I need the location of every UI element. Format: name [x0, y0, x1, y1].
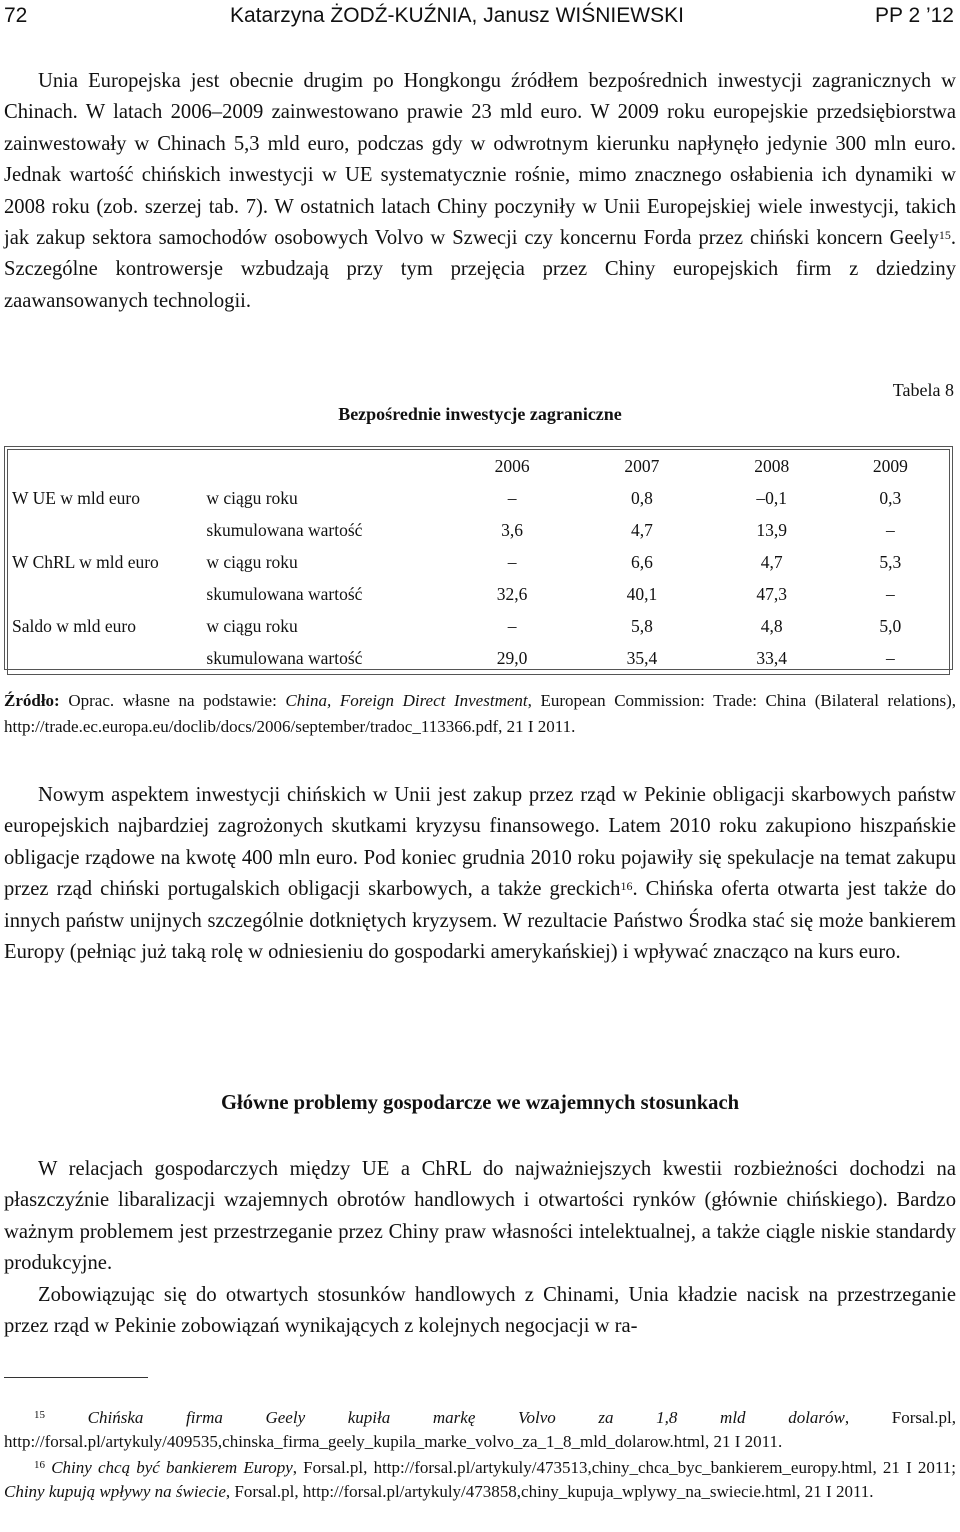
table-cell: 4,8	[760, 615, 783, 636]
row-type: w ciągu roku	[206, 551, 298, 572]
table-cell: 4,7	[630, 519, 653, 540]
table-cell: 5,8	[630, 615, 653, 636]
source-link[interactable]: , European Commission: Trade: China (Bilateral relations), http://trade.ec.europa.eu/doclib/docs/2006/september/tradoc_113366.pdf, 21 I 2011.	[4, 691, 956, 736]
table-row	[8, 610, 950, 642]
paragraph-problems: W relacjach gospodarczych między UE a ChRL do najważniejszych kwestii rozbieżności dochodzi na płaszczyźnie libaralizacji wzajemnych obrotów handlowych i otwartości rynków (głównie chińskiego). Bardzo ważnym problemem jest przestrzeganie przez Chiny praw własności intelektualnej, a także ciągle niskie standardy produkcyjne.	[4, 1158, 956, 1275]
row-group: Saldo w mld euro	[12, 615, 136, 636]
footnote-link[interactable]: , Forsal.pl, http://forsal.pl/artykuly/473858,chiny_kupuja_wplywy_na_swiecie.html, 21 I 2011.	[225, 1482, 874, 1501]
table-cell: 32,6	[496, 583, 528, 604]
table-row	[8, 642, 950, 675]
table-row	[8, 482, 950, 514]
table-cell: 5,0	[879, 615, 902, 636]
table-cell: 5,3	[879, 551, 902, 572]
table-cell: 3,6	[501, 519, 524, 540]
year-header: 2007	[624, 455, 660, 476]
paragraph-bonds: Nowym aspektem inwestycji chińskich w Unii jest zakup przez rząd w Pekinie obligacji skarbowych państw europejskich najbardziej zagrożonych skutkami kryzysu finansowego. Latem 2010 roku zakupiono hiszpańskie obligacje rządowe na kwotę 400 mln euro. Pod koniec grudnia 2010 roku pojawiły się spekulacje na temat zakupu przez rząd chiński portugalskich obligacji skarbowych, a także greckich$^{16}$. Chińska oferta otwarta jest także do innych państw unijnych szczególnie dotkniętych kryzysem. W rezultacie Państwo Środka stać się może bankierem Europy (pełniąc już taką rolę w odniesieniu do gospodarki amerykańskiej) i wpływać znacząco na kurs euro.	[4, 784, 956, 964]
table-cell: –	[885, 519, 895, 540]
table-cell: 47,3	[756, 583, 788, 604]
table-cell: –	[507, 615, 517, 636]
year-header: 2006	[494, 455, 530, 476]
row-type: skumulowana wartość	[206, 583, 363, 604]
table-cell: 6,6	[630, 551, 653, 572]
footnote-separator	[4, 1377, 148, 1378]
fdi-table	[4, 446, 953, 670]
table-cell: 33,4	[756, 647, 788, 668]
table-cell: 0,3	[879, 487, 902, 508]
row-type: w ciągu roku	[206, 487, 298, 508]
footnote-ref-15[interactable]: 15	[938, 228, 951, 243]
table-title: Bezpośrednie inwestycje zagraniczne	[338, 404, 622, 424]
table-cell: 0,8	[630, 487, 653, 508]
footnote-link[interactable]: , Forsal.pl, http://forsal.pl/artykuly/409535,chinska_firma_geely_kupila_marke_volvo_za_1_8_mld_dolarow.html, 21 I 2011.	[4, 1408, 956, 1451]
table-cell: –	[507, 487, 517, 508]
table-row	[8, 514, 950, 546]
row-group	[8, 514, 203, 546]
row-group: W ChRL w mld euro	[12, 551, 159, 572]
table-cell: 40,1	[626, 583, 658, 604]
table-cell: 29,0	[496, 647, 528, 668]
table-cell: –	[885, 583, 895, 604]
header-authors: Katarzyna ŻODŹ-KUŹNIA, Janusz WIŚNIEWSKI	[230, 4, 684, 27]
row-group	[8, 578, 203, 610]
table-row	[8, 546, 950, 578]
header-journal: PP 2 ’12	[874, 4, 954, 27]
table-row	[8, 578, 950, 610]
running-header	[0, 0, 960, 34]
table-header-row	[8, 450, 950, 483]
table-cell: –	[885, 647, 895, 668]
table-source: Źródło: Oprac. własne na podstawie: China, Foreign Direct Investment, European Commission: Trade: China (Bilateral relations), http://trade.ec.europa.eu/doclib/docs/2006/september/tradoc_113366.pdf, 21 I 2011.	[4, 691, 956, 736]
table-cell: 4,7	[760, 551, 783, 572]
row-group: W UE w mld euro	[12, 487, 140, 508]
table-cell: 13,9	[756, 519, 788, 540]
footnote-link[interactable]: , Forsal.pl, http://forsal.pl/artykuly/473513,chiny_chca_byc_bankierem_europy.html, 21 I 2011;	[292, 1458, 957, 1477]
section-title: Główne problemy gospodarcze we wzajemnych stosunkach	[220, 1092, 740, 1114]
row-type: skumulowana wartość	[206, 519, 363, 540]
year-header: 2008	[754, 455, 790, 476]
row-type: w ciągu roku	[206, 615, 298, 636]
year-header: 2009	[872, 455, 908, 476]
row-type: skumulowana wartość	[206, 647, 363, 668]
table-label: Tabela 8	[892, 380, 954, 400]
paragraph-eu-investment: Unia Europejska jest obecnie drugim po Hongkongu źródłem bezpośrednich inwestycji zagranicznych w Chinach. W latach 2006–2009 zainwestowano prawie 23 mld euro. W 2009 roku europejskie przedsiębiorstwa zainwestowały w Chinach 5,3 mld euro, podczas gdy w odwrotnym kierunku napłynęło jedynie 300 mln euro. Jednak wartość chińskich inwestycji w UE systematycznie rośnie, mimo znacznego osłabienia ich dynamiki w 2008 roku (zob. szerzej tab. 7). W ostatnich latach Chiny poczyniły w Unii Europejskiej wiele inwestycji, takich jak zakup sektora samochodów osobowych Volvo w Szwecji czy koncernu Forda przez chiński koncern Geely$^{15}$. Szczególne kontrowersje wzbudzają przy tym przejęcia przez Chiny europejskich firm z dziedziny zaawansowanych technologii.	[4, 70, 956, 312]
row-group	[8, 642, 203, 675]
footnote-16: $^{16}$ Chiny chcą być bankierem Europy, Forsal.pl, http://forsal.pl/artykuly/473513,chiny_chca_byc_bankierem_europy.html, 21 I 2011; Chiny kupują wpływy na świecie, Forsal.pl, http://forsal.pl/artykuly/473858,chiny_kupuja_wplywy_na_swiecie.html, 21 I 2011.	[4, 1458, 957, 1501]
table-cell: –0,1	[756, 487, 788, 508]
page-number: 72	[4, 4, 28, 27]
table-cell: –	[507, 551, 517, 572]
footnote-15: $^{15}$ Chińska firma Geely kupiła markę Volvo za 1,8 mld dolarów, Forsal.pl, http://forsal.pl/artykuly/409535,chinska_firma_geely_kupila_marke_volvo_za_1_8_mld_dolarow.html, 21 I 2011.	[4, 1408, 956, 1451]
paragraph-commitments: Zobowiązując się do otwartych stosunków handlowych z Chinami, Unia kładzie nacisk na przestrzeganie przez rząd w Pekinie zobowiązań wynikających z kolejnych negocjacji w ra-	[4, 1284, 956, 1338]
footnote-ref-16[interactable]: 16	[620, 879, 633, 894]
table-cell: 35,4	[626, 647, 658, 668]
